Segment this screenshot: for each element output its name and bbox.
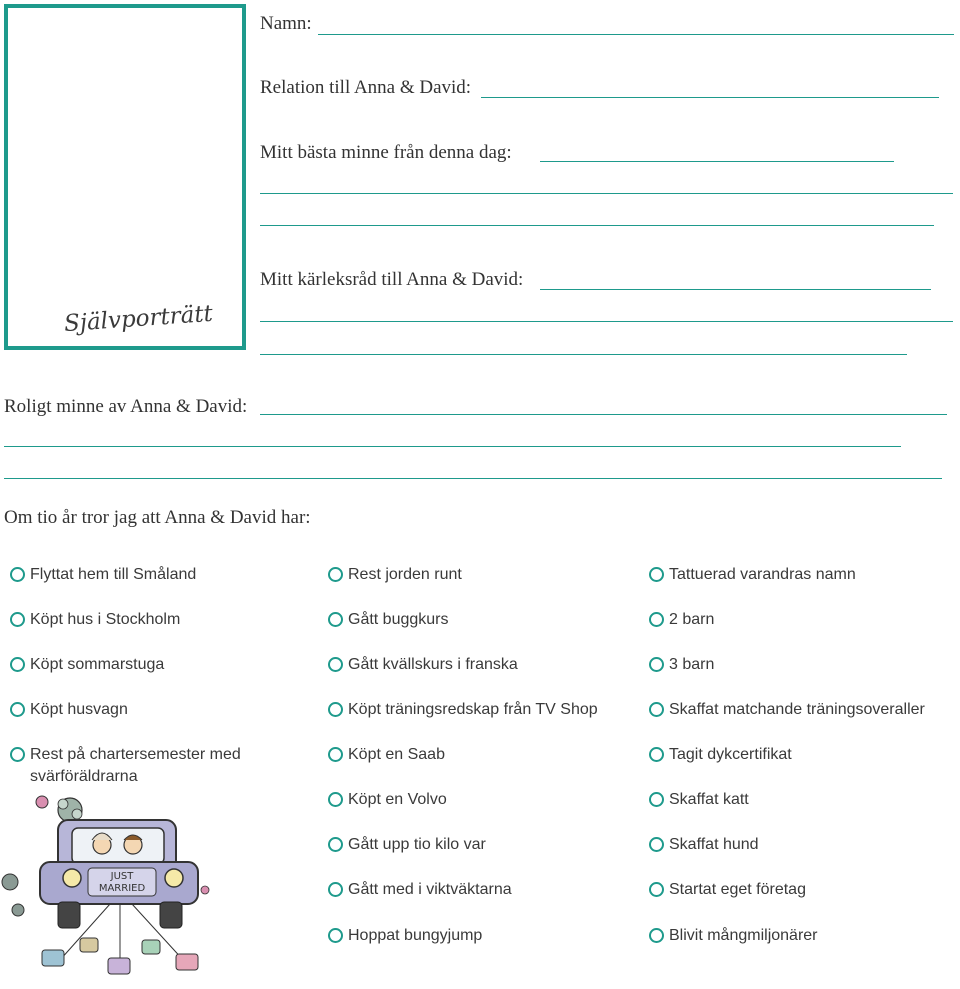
checkbox-circle-icon[interactable]: [649, 882, 664, 897]
love-advice-label: Mitt kärleksråd till Anna & David:: [260, 269, 524, 290]
checkbox-circle-icon[interactable]: [649, 657, 664, 672]
love-advice-line-2[interactable]: [260, 321, 953, 322]
funny-memory-line-3[interactable]: [4, 478, 942, 479]
relation-line[interactable]: [481, 97, 939, 98]
checkbox-circle-icon[interactable]: [649, 702, 664, 717]
checkbox-circle-icon[interactable]: [328, 882, 343, 897]
name-line[interactable]: [318, 34, 954, 35]
checkbox-circle-icon[interactable]: [649, 837, 664, 852]
funny-memory-label: Roligt minne av Anna & David:: [4, 396, 248, 417]
checkbox-circle-icon[interactable]: [328, 837, 343, 852]
checkbox-circle-icon[interactable]: [10, 747, 25, 762]
checkbox-circle-icon[interactable]: [328, 792, 343, 807]
checkbox-circle-icon[interactable]: [328, 928, 343, 943]
love-advice-line-1[interactable]: [540, 289, 931, 290]
just-married-sign: MARRIED: [98, 883, 146, 894]
best-memory-line-2[interactable]: [260, 193, 953, 194]
checkbox-circle-icon[interactable]: [649, 567, 664, 582]
checkbox-circle-icon[interactable]: [328, 702, 343, 717]
checkbox-circle-icon[interactable]: [10, 612, 25, 627]
checkbox-circle-icon[interactable]: [328, 747, 343, 762]
car-body: [40, 820, 198, 928]
checkbox-circle-icon[interactable]: [649, 612, 664, 627]
self-portrait-box[interactable]: [4, 4, 246, 350]
best-memory-label: Mitt bästa minne från denna dag:: [260, 142, 512, 163]
just-married-car-illustration: [0, 790, 240, 985]
name-label: Namn:: [260, 13, 312, 34]
checkbox-circle-icon[interactable]: [328, 567, 343, 582]
checkbox-circle-icon[interactable]: [649, 747, 664, 762]
self-portrait-caption: Självporträtt: [63, 300, 214, 338]
funny-memory-line-1[interactable]: [260, 414, 947, 415]
just-married-sign: JUST: [110, 871, 134, 882]
relation-label: Relation till Anna & David:: [260, 77, 472, 98]
checkbox-circle-icon[interactable]: [649, 792, 664, 807]
checkbox-circle-icon[interactable]: [10, 567, 25, 582]
checkbox-circle-icon[interactable]: [10, 657, 25, 672]
ten-years-label: Om tio år tror jag att Anna & David har:: [4, 507, 311, 528]
best-memory-line-1[interactable]: [540, 161, 894, 162]
checkbox-circle-icon[interactable]: [328, 612, 343, 627]
checkbox-circle-icon[interactable]: [328, 657, 343, 672]
love-advice-line-3[interactable]: [260, 354, 907, 355]
checkbox-circle-icon[interactable]: [649, 928, 664, 943]
best-memory-line-3[interactable]: [260, 225, 934, 226]
funny-memory-line-2[interactable]: [4, 446, 901, 447]
checkbox-circle-icon[interactable]: [10, 702, 25, 717]
